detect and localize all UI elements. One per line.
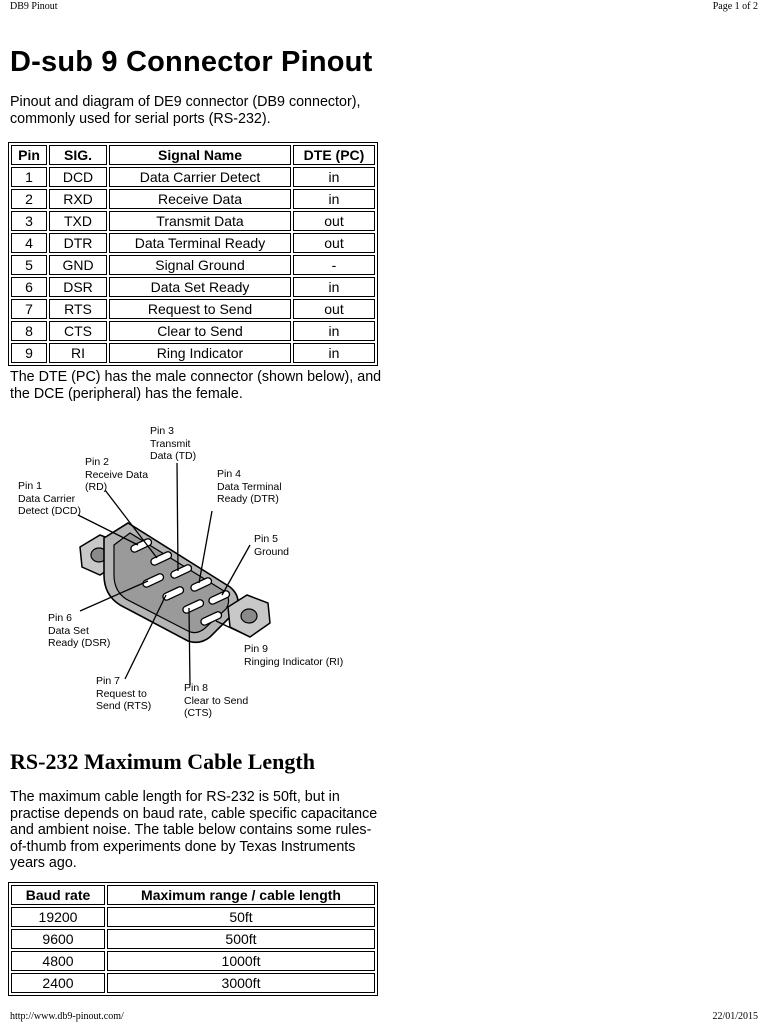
pinout-table-header-row: [11, 145, 375, 165]
pinout-table-row: [11, 343, 375, 363]
pin-9-label: Pin 9 Ringing Indicator (RI): [244, 643, 344, 668]
header-title: DB9 Pinout: [10, 1, 58, 12]
pinout-table-row: [11, 167, 375, 187]
intro-paragraph: Pinout and diagram of DE9 connector (DB9 connector), commonly used for serial ports (RS-232).: [10, 94, 361, 127]
table-cell: in: [293, 343, 375, 363]
table-cell: 9600: [11, 929, 105, 949]
table-cell: 9: [11, 343, 47, 363]
table-cell: RI: [49, 343, 107, 363]
cable-length-paragraph: The maximum cable length for RS-232 is 50ft, but in practise depends on baud rate, cable specific capacitance and ambient noise. The table below contains some rules-of-thumb from experiments done by Texas Instruments years ago.: [10, 789, 378, 871]
table-cell: Signal Ground: [109, 255, 291, 275]
column-header-max-range: Maximum range / cable length: [107, 885, 375, 905]
table-cell: Clear to Send: [109, 321, 291, 341]
pinout-table-row: [11, 233, 375, 253]
table-cell: 4800: [11, 951, 105, 971]
cable-length-table-row: [11, 951, 375, 971]
page-header: [0, 0, 768, 14]
pin-8-label: Pin 8 Clear to Send (CTS): [184, 682, 249, 719]
table-cell: in: [293, 321, 375, 341]
table-cell: CTS: [49, 321, 107, 341]
table-cell: DTR: [49, 233, 107, 253]
cable-length-table-header-row: [11, 885, 375, 905]
pin-2-label: Pin 2 Receive Data (RD): [85, 456, 149, 493]
table-cell: 8: [11, 321, 47, 341]
pinout-table-row: [11, 321, 375, 341]
connector-shell: [104, 523, 238, 642]
pinout-table-row: [11, 255, 375, 275]
column-header-baud-rate: Baud rate: [11, 885, 105, 905]
table-cell: RTS: [49, 299, 107, 319]
pinout-table-row: [11, 189, 375, 209]
table-cell: 4: [11, 233, 47, 253]
table-cell: 1000ft: [107, 951, 375, 971]
table-cell: in: [293, 167, 375, 187]
table-cell: GND: [49, 255, 107, 275]
table-cell: in: [293, 277, 375, 297]
column-header-sig: SIG.: [49, 145, 107, 165]
pin-1-label: Pin 1 Data Carrier Detect (DCD): [18, 480, 82, 517]
pinout-table-row: [11, 299, 375, 319]
pin-4-label: Pin 4 Data Terminal Ready (DTR): [217, 468, 282, 505]
table-cell: -: [293, 255, 375, 275]
cable-length-table: [8, 882, 378, 996]
leader-line-pin-5: [222, 545, 250, 595]
column-header-signal-name: Signal Name: [109, 145, 291, 165]
footer-url: http://www.db9-pinout.com/: [10, 1011, 124, 1022]
table-cell: out: [293, 233, 375, 253]
footer-date: 22/01/2015: [712, 1011, 758, 1022]
cable-length-table-row: [11, 907, 375, 927]
cable-length-table-row: [11, 929, 375, 949]
table-cell: Receive Data: [109, 189, 291, 209]
table-cell: 3: [11, 211, 47, 231]
table-cell: 19200: [11, 907, 105, 927]
page-title: D-sub 9 Connector Pinout: [10, 46, 373, 78]
section-title-cable-length: RS-232 Maximum Cable Length: [10, 749, 315, 774]
table-cell: Data Set Ready: [109, 277, 291, 297]
pinout-table-row: [11, 211, 375, 231]
page-footer: [0, 1010, 768, 1024]
table-cell: Data Terminal Ready: [109, 233, 291, 253]
header-page-number: Page 1 of 2: [712, 1, 758, 12]
table-cell: Transmit Data: [109, 211, 291, 231]
cable-length-table-row: [11, 973, 375, 993]
table-cell: 50ft: [107, 907, 375, 927]
column-header-pin: Pin: [11, 145, 47, 165]
db9-connector-diagram: [0, 415, 380, 720]
pin-7-label: Pin 7 Request to Send (RTS): [96, 675, 152, 712]
table-cell: DSR: [49, 277, 107, 297]
table-cell: Ring Indicator: [109, 343, 291, 363]
table-cell: DCD: [49, 167, 107, 187]
table-cell: Request to Send: [109, 299, 291, 319]
table-cell: 3000ft: [107, 973, 375, 993]
table-cell: 2: [11, 189, 47, 209]
table-cell: 2400: [11, 973, 105, 993]
pin-6-label: Pin 6 Data Set Ready (DSR): [48, 612, 111, 649]
table-cell: out: [293, 211, 375, 231]
table-cell: 500ft: [107, 929, 375, 949]
pin-3-label: Pin 3 Transmit Data (TD): [150, 425, 197, 462]
table-cell: 5: [11, 255, 47, 275]
table-cell: 1: [11, 167, 47, 187]
column-header-dte: DTE (PC): [293, 145, 375, 165]
table-cell: RXD: [49, 189, 107, 209]
pin-5-label: Pin 5 Ground: [254, 533, 290, 558]
table-cell: TXD: [49, 211, 107, 231]
table-cell: 6: [11, 277, 47, 297]
table-cell: in: [293, 189, 375, 209]
connector-note: The DTE (PC) has the male connector (shown below), and the DCE (peripheral) has the female.: [10, 369, 382, 402]
table-cell: out: [293, 299, 375, 319]
table-cell: Data Carrier Detect: [109, 167, 291, 187]
pinout-table-row: [11, 277, 375, 297]
table-cell: 7: [11, 299, 47, 319]
pinout-table: [8, 142, 378, 366]
